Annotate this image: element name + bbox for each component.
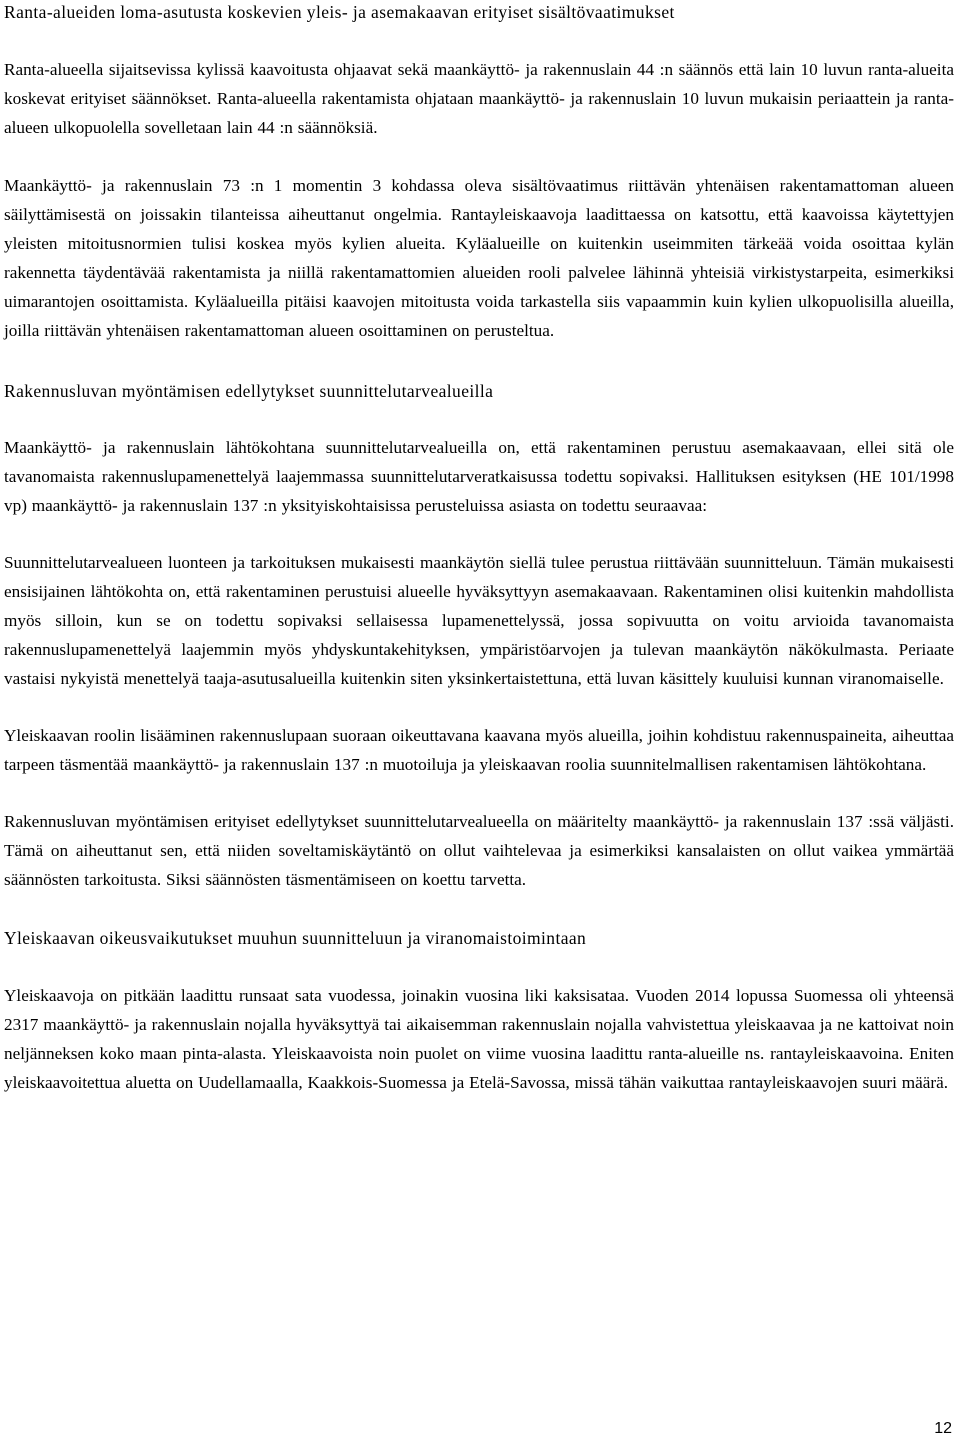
- paragraph: Maankäyttö- ja rakennuslain 73 :n 1 momentin 3 kohdassa oleva sisältövaatimus riittävän yhtenäisen rakentamattoman alueen säilyttämisestä on joissakin tilanteissa aiheuttanut ongelmia. Rantayleiskaavoja laadittaessa on katsottu, että kaavoissa käytettyjen yleisten mitoitusnormien tulisi koskea myös kylien alueita. Kyläalueille on kuitenkin useimmiten tärkeää voida osoittaa kylän rakennetta täydentävää rakentamista ja niillä rakentamattomien alueiden rooli palvelee lähinnä yhteisiä virkistystarpeita, esimerkiksi uimarantojen osoittamista. Kyläalueilla pitäisi kaavojen mitoitusta voida tarkastella siis vapaammin kuin kylien ulkopuolisilla alueilla, joilla riittävän yhtenäisen rakentamattoman alueen osoittaminen on perusteltua.: [4, 176, 954, 340]
- paragraph: Maankäyttö- ja rakennuslain lähtökohtana suunnittelutarvealueilla on, että rakentaminen perustuu asemakaavaan, ellei sitä ole tavanomaista rakennuslupamenettelyä laajemmassa suunnittelutarveratkaisussa todettu sopivaksi. Hallituksen esityksen (HE 101/1998 vp) maankäyttö- ja rakennuslain 137 :n yksityiskohtaisissa perusteluissa asiasta on todettu seuraavaa:: [4, 438, 954, 515]
- section-heading: Ranta-alueiden loma-asutusta koskevien yleis- ja asemakaavan erityiset sisältövaatimukset: [4, 2, 675, 22]
- document-page: [4, 0, 954, 1097]
- paragraph: Rakennusluvan myöntämisen erityiset edellytykset suunnittelutarvealueella on määritelty maankäyttö- ja rakennuslain 137 :ssä väljästi. Tämä on aiheuttanut sen, että niiden soveltamiskäytäntö on ollut vaihtelevaa ja esimerkiksi kansalaisten on ollut vaikea ymmärtää säännösten tarkoitusta. Siksi säännösten täsmentämiseen on koettu tarvetta.: [4, 812, 954, 889]
- section-heading: Yleiskaavan oikeusvaikutukset muuhun suunnitteluun ja viranomaistoimintaan: [4, 928, 587, 948]
- paragraph: Suunnittelutarvealueen luonteen ja tarkoituksen mukaisesti maankäytön siellä tulee perustua riittävään suunnitteluun. Tämän mukaisesti ensisijainen lähtökohta on, että rakentaminen perustuisi alueelle hyväksyttyyn asemakaavaan. Rakentaminen olisi kuitenkin mahdollista myös silloin, kun se on todettu sopivaksi sellaisessa lupamenettelyssä, jossa sopivuutta on voitu arvioida tavanomaista rakennuslupamenettelyä laajemmin myös yhdyskuntakehityksen, ympäristöarvojen ja tulevan maankäytön näkökulmasta. Periaate vastaisi nykyistä menettelyä taaja-asutusalueilla kuitenkin siten yksinkertaistettuna, että luvan käsittely kuuluisi kunnan viranomaiselle.: [4, 553, 954, 688]
- section-heading: Rakennusluvan myöntämisen edellytykset suunnittelutarvealueilla: [4, 381, 494, 401]
- paragraph: Yleiskaavoja on pitkään laadittu runsaat sata vuodessa, joinakin vuosina liki kaksisataa. Vuoden 2014 lopussa Suomessa oli yhteensä 2317 maankäyttö- ja rakennuslain nojalla hyväksyttyä tai aikaisemman rakennuslain nojalla vahvistettua yleiskaavaa ja ne kattoivat noin neljänneksen koko maan pinta-alasta. Yleiskaavoista noin puolet on viime vuosina laadittu ranta-alueille ns. rantayleiskaavoina. Eniten yleiskaavoitettua aluetta on Uudellamaalla, Kaakkois-Suomessa ja Etelä-Savossa, missä tähän vaikuttaa rantayleiskaavojen suuri määrä.: [4, 986, 954, 1092]
- page-number: 12: [934, 1420, 952, 1437]
- paragraph: Ranta-alueella sijaitsevissa kylissä kaavoitusta ohjaavat sekä maankäyttö- ja rakennuslain 44 :n säännös että lain 10 luvun ranta-alueita koskevat erityiset säännökset. Ranta-alueella rakentamista ohjataan maankäyttö- ja rakennuslain 10 luvun mukaisin periaattein ja ranta-alueen ulkopuolella sovelletaan lain 44 :n säännöksiä.: [4, 60, 954, 137]
- paragraph: Yleiskaavan roolin lisääminen rakennuslupaan suoraan oikeuttavana kaavana myös alueilla, joihin kohdistuu rakennuspaineita, aiheuttaa tarpeen täsmentää maankäyttö- ja rakennuslain 137 :n muotoiluja ja yleiskaavan roolia suunnitelmallisen rakentamisen lähtökohtana.: [4, 726, 954, 774]
